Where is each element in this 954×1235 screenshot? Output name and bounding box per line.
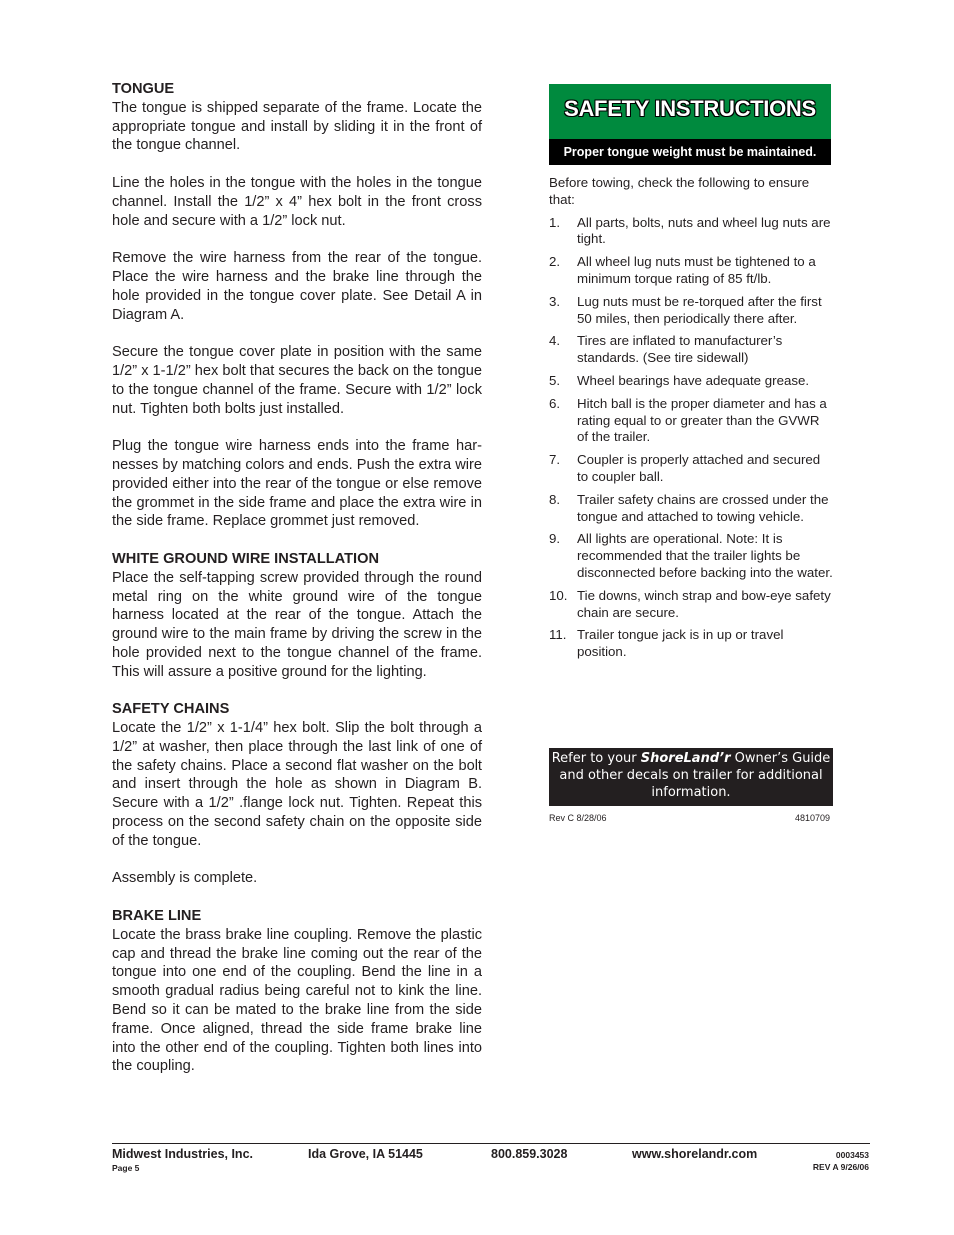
- footer-company: Midwest Industries, Inc.: [112, 1147, 253, 1161]
- safety-subtitle: Proper tongue weight must be maintained.: [549, 139, 831, 165]
- checklist-intro: Before towing, check the following to ensure that:: [549, 175, 810, 207]
- brake-line-paragraph: Locate the brass brake line coupling. Remove the plastic cap and thread the brake line coming out the rear of the tongue into one end of the coupling. Bend the line in a smooth gradual radius being careful not to kink the line. Bend so it can be mated to the brake line from the side frame. Once aligned, thread the side frame brake line into the other end of the coupling. Tighten both lines into the coupling.: [112, 926, 482, 1075]
- footer-doc-number: 0003453: [835, 1150, 869, 1160]
- checklist-item-text: All parts, bolts, nuts and wheel lug nuts are tight.: [577, 214, 831, 247]
- tongue-paragraph-4: Secure the tongue cover plate in position with the same 1/2” x 1-1/2” hex bolt that secures the back on the tongue to the tongue channel of the frame. Secure with 1/2” lock nut. Tighten both bolts just installed.: [112, 344, 482, 417]
- footer-doc-revision: REV A 9/26/06: [812, 1162, 869, 1172]
- checklist-item-number: 1.: [549, 214, 561, 230]
- checklist-item-number: 4.: [549, 333, 561, 349]
- footer-page-number: Page 5: [112, 1163, 140, 1173]
- checklist-item-text: Tie downs, winch strap and bow-eye safety chain are secure.: [577, 587, 831, 620]
- brand-name: ShoreLand’r: [640, 751, 731, 766]
- checklist-item-number: 5.: [549, 372, 561, 388]
- checklist-item-text: All lights are operational. Note: It is recommended that the trailer lights be disconnected before backing into the water.: [577, 531, 833, 580]
- checklist-item-number: 7.: [549, 452, 561, 468]
- footer-website[interactable]: www.shorelandr.com: [632, 1147, 758, 1161]
- brake-line-heading: BRAKE LINE: [112, 908, 202, 925]
- checklist-item-number: 10.: [549, 587, 568, 603]
- checklist-item-text: Trailer tongue jack is in up or travel position.: [577, 627, 784, 660]
- safety-instructions-banner: [549, 84, 831, 165]
- checklist-item: [549, 588, 834, 622]
- instructions-column: [112, 80, 482, 1095]
- checklist-item-number: 8.: [549, 491, 561, 507]
- revision-label: Rev C 8/28/06: [549, 813, 607, 823]
- tongue-paragraph-5: Plug the tongue wire harness ends into the frame harnesses by matching colors and ends. Push the extra wire provided either into the rear of the tongue or else remove the grommet in the side frame and place the extra wire in the side frame. Replace grommet just removed.: [112, 438, 482, 530]
- refer-text-pre: Refer to your: [551, 751, 641, 766]
- checklist-item-number: 11.: [549, 627, 567, 643]
- ground-wire-heading: WHITE GROUND WIRE INSTALLATION: [112, 550, 379, 567]
- checklist-item-text: All wheel lug nuts must be tightened to a minimum torque rating of 85 ft/lb.: [577, 254, 816, 286]
- checklist-item: [549, 333, 834, 367]
- checklist-item: [549, 452, 834, 486]
- tongue-paragraph-3: Remove the wire harness from the rear of the tongue. Place the wire harness and the brake line through the hole provided in the tongue cover plate. See Detail A in Diagram A.: [112, 250, 482, 323]
- tongue-heading: TONGUE: [112, 81, 175, 97]
- checklist-item-number: 2.: [549, 254, 561, 270]
- checklist-item-text: Tires are inflated to manufacturer’s standards. (See tire sidewall): [577, 333, 783, 366]
- checklist-item-text: Coupler is properly attached and secured to coupler ball.: [577, 452, 821, 484]
- safety-checklist: [549, 175, 834, 667]
- checklist-item: [549, 215, 834, 249]
- checklist: [549, 215, 834, 661]
- checklist-item-text: Trailer safety chains are crossed under the tongue and attached to towing vehicle.: [577, 491, 829, 524]
- checklist-item: [549, 396, 834, 446]
- footer-phone: 800.859.3028: [491, 1147, 568, 1161]
- part-number: 4810709: [795, 813, 831, 823]
- checklist-item-text: Hitch ball is the proper diameter and has a rating equal to or greater than the GVWR of the trailer.: [577, 395, 827, 445]
- checklist-item-text: Lug nuts must be re-torqued after the first 50 miles, then periodically there after.: [577, 293, 822, 326]
- tongue-paragraph-2: Line the holes in the tongue with the holes in the tongue channel. Install the 1/2” x 4” hex bolt in the front cross hole and secure with a 1/2” lock nut.: [112, 174, 482, 229]
- refer-text-post: Owner’s Guide and other decals on trailer for additional information.: [559, 751, 831, 800]
- checklist-item: [549, 294, 834, 328]
- checklist-item: [549, 254, 834, 288]
- checklist-item-number: 6.: [549, 395, 561, 411]
- assembly-complete: Assembly is complete.: [112, 870, 258, 887]
- ground-wire-paragraph: Place the self-tapping screw provided through the round metal ring on the white ground wire of the tongue harness located at the rear of the tongue. Attach the ground wire to the main frame by driving the screw in the hole provided next to the tongue channel of the frame. This will assure a positive ground for the lighting.: [112, 569, 482, 680]
- footer-city: Ida Grove, IA 51445: [308, 1147, 423, 1161]
- checklist-item: [549, 531, 834, 581]
- checklist-item: [549, 373, 834, 390]
- checklist-item: [549, 627, 834, 661]
- checklist-item-text: Wheel bearings have adequate grease.: [577, 372, 810, 388]
- safety-chains-paragraph: Locate the 1/2” x 1-1/4” hex bolt. Slip the bolt through a 1/2” at washer, then place through the last link of one of the safety chains. Place a second flat washer on the bolt and insert through the hole as shown in Diagram B. Secure with a 1/2” .flange lock nut. Tighten. Repeat this process on the second safety chain on the opposite side of the tongue.: [112, 720, 482, 849]
- footer-divider: [112, 1143, 870, 1144]
- checklist-item: [549, 492, 834, 526]
- checklist-item-number: 3.: [549, 293, 561, 309]
- safety-chains-heading: SAFETY CHAINS: [112, 701, 230, 718]
- safety-title: SAFETY INSTRUCTIONS: [564, 96, 816, 121]
- tongue-paragraph-1: The tongue is shipped separate of the frame. Locate the appropriate tongue and install by sliding it in the front of the tongue channel.: [112, 99, 482, 154]
- refer-box: [549, 748, 833, 806]
- checklist-item-number: 9.: [549, 531, 561, 547]
